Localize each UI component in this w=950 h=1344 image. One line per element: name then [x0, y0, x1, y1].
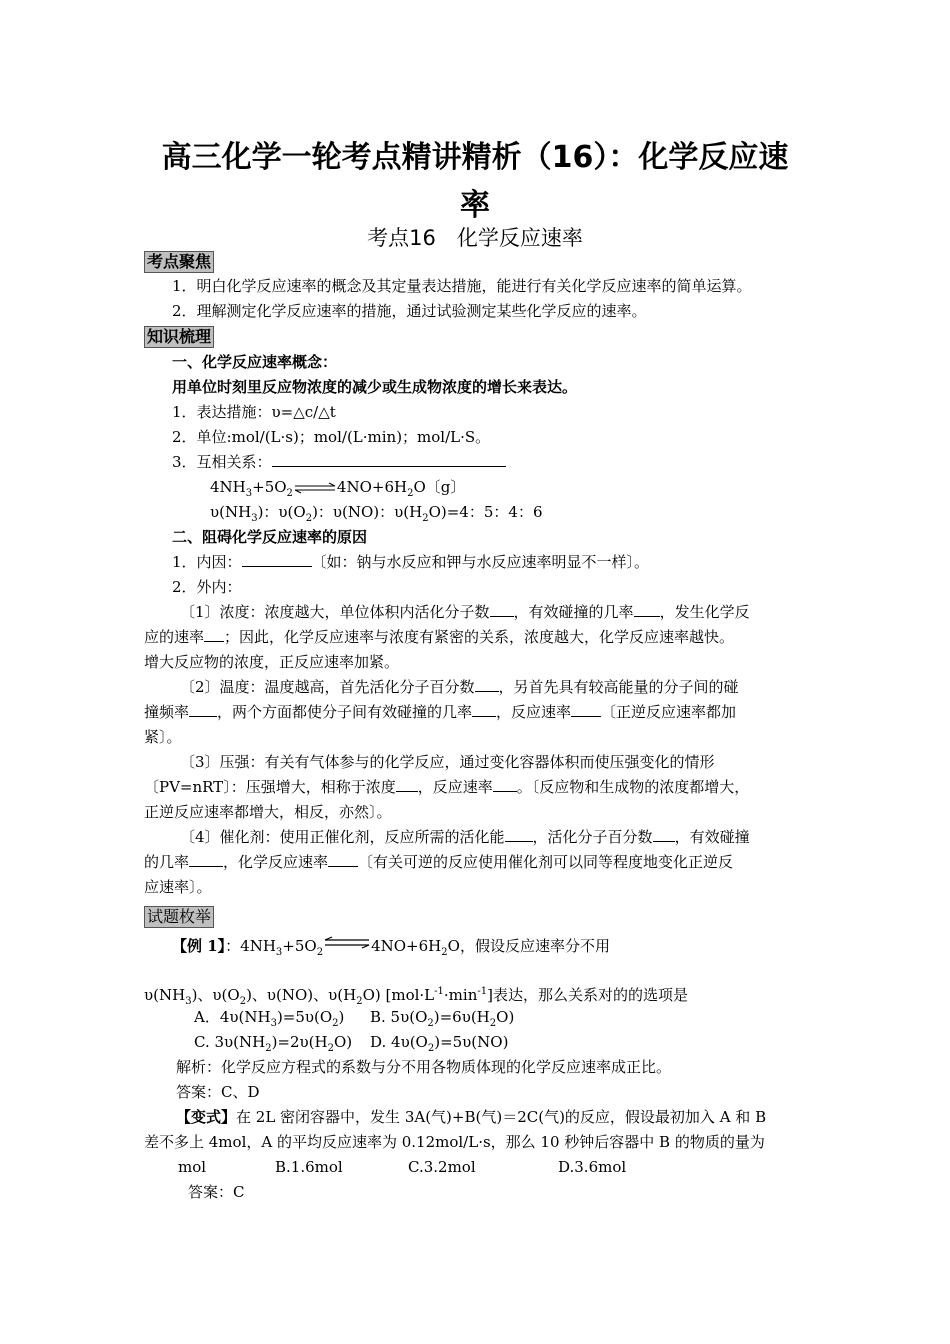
ex-eq-4: O，假设反应速率分不用 — [447, 937, 610, 955]
variant-option-a: mol — [178, 1158, 207, 1176]
ratio-part-2: )：υ(O — [257, 503, 306, 521]
rates-sub-3: 2 — [356, 996, 363, 1007]
opt-b-sub-2: 2 — [489, 1018, 497, 1029]
eq-term-1: 4NH — [210, 478, 246, 496]
relation-label: 3．互相关系： — [172, 453, 272, 471]
example-1-analysis: 解析：化学反应方程式的系数与分不用各物质体现的化学反应速率成正比。 — [176, 1058, 672, 1076]
conc-text-4: 应的速率 — [144, 628, 205, 646]
opt-c-sub-2: 2 — [327, 1043, 334, 1054]
ex-eq-sub-3: 2 — [441, 947, 448, 958]
pressure-line-2 — [144, 777, 749, 797]
conc-blank-2 — [634, 602, 660, 617]
opt-a-1: A．4υ(NH — [194, 1008, 271, 1026]
rates-6: ]表达，那么关系对的的选项是 — [487, 986, 688, 1004]
variant-option-d: D.3.6mol — [558, 1158, 627, 1176]
variant-line-1 — [176, 1107, 766, 1127]
ratio-part-3: )：υ(NO)：υ(H — [312, 503, 423, 521]
example-1-answer: 答案：C、D — [176, 1083, 260, 1101]
rates-sub-2: 2 — [239, 996, 247, 1007]
option-d — [370, 1032, 508, 1059]
pres-blank-2 — [493, 777, 517, 792]
conc-blank-3 — [204, 627, 224, 642]
pressure-line-3: 正逆反应速率都增大，相反，亦然〕。 — [144, 803, 392, 821]
eq-sub-3: 2 — [407, 488, 414, 499]
eq-term-4: O〔g〕 — [413, 478, 466, 496]
reversible-arrow-icon — [293, 482, 337, 494]
cat-blank-1 — [505, 827, 533, 842]
rates-1: υ(NH — [144, 986, 186, 1004]
cat-text-2: ，活化分子百分数 — [532, 828, 653, 846]
catalyst-line-3: 应速率〕。 — [144, 878, 212, 896]
opt-b-2: )=6υ(H — [433, 1008, 490, 1026]
opt-d-2: )=5υ(NO) — [434, 1033, 509, 1051]
opt-c-1: C. 3υ(NH — [194, 1033, 266, 1051]
rates-sup-1: -1 — [434, 986, 444, 997]
ratio-sub-2: 2 — [305, 513, 313, 524]
ratio-part-4: O)=4：5：4：6 — [428, 503, 543, 521]
variant-text-1: 在 2L 密闭容器中，发生 3A(气)+B(气)＝2C(气)的反应，假设最初加入 A 和 B — [236, 1108, 767, 1126]
temp-text-2: ，另首先具有较高能量的分子间的碰 — [498, 678, 739, 696]
cat-text-3: ，有效碰撞 — [674, 828, 750, 846]
temp-text-4: ，两个方面都使分子间有效碰撞的几率 — [217, 703, 473, 721]
rates-3: )、υ(NO)、υ(H — [246, 986, 357, 1004]
relation-line — [172, 452, 506, 472]
variant-option-b: B.1.6mol — [275, 1158, 343, 1176]
catalyst-line-1 — [180, 827, 750, 847]
ex-eq-sub-2: 2 — [316, 947, 324, 958]
internal-blank — [242, 552, 312, 567]
opt-b-1: B. 5υ(O — [370, 1008, 428, 1026]
conc-text-3: ，发生化学反 — [659, 603, 750, 621]
expression-method: 1．表达措施：υ=△c/△t — [172, 403, 336, 421]
rates-5: ·min — [443, 986, 478, 1004]
option-b — [370, 1007, 514, 1034]
conc-text-2: ，有效碰撞的几率 — [513, 603, 634, 621]
internal-label: 1．内因： — [172, 553, 242, 571]
concentration-line-3: 增大反应物的浓度，正反应速率加紧。 — [144, 653, 400, 671]
example-1-equation — [172, 936, 610, 963]
eq-term-2: +5O — [252, 478, 287, 496]
variant-answer: 答案：C — [188, 1183, 245, 1201]
temp-blank-4 — [571, 702, 601, 717]
cat-text-1: 〔4〕催化剂：使用正催化剂，反应所需的活化能 — [180, 828, 505, 846]
focus-item-2: 2．理解测定化学反应速率的措施，通过试验测定某些化学反应的速率。 — [172, 302, 647, 320]
internal-factor — [172, 552, 649, 572]
ex-eq-1: ：4NH — [225, 937, 276, 955]
reversible-arrow-icon — [323, 936, 371, 950]
page-subtitle: 考点16 化学反应速率 — [367, 226, 583, 250]
concentration-line-2 — [144, 627, 734, 647]
rates-sup-2: -1 — [477, 986, 488, 997]
pres-text-1: 〔PV=nRT〕：压强增大，相称于浓度 — [144, 778, 396, 796]
cat-text-6: 〔有关可逆的反应使用催化剂可以同等程度地变化正逆反 — [358, 853, 734, 871]
pres-text-2: ，反应速率 — [417, 778, 493, 796]
temp-text-3: 撞频率 — [144, 703, 190, 721]
page-title-line2: 率 — [460, 188, 490, 223]
rates-sub-1: 3 — [185, 996, 192, 1007]
rate-ratio — [210, 502, 543, 529]
cat-blank-2 — [653, 827, 675, 842]
opt-d-sub-1: 2 — [427, 1043, 435, 1054]
concentration-line-1 — [180, 602, 750, 622]
variant-option-c: C.3.2mol — [408, 1158, 476, 1176]
section-knowledge-heading: 知识梳理 — [144, 326, 214, 348]
temp-blank-2 — [189, 702, 217, 717]
pres-text-3: 。〔反应物和生成物的浓度都增大， — [516, 778, 750, 796]
example-1-label: 【例 1】 — [172, 937, 226, 955]
temp-text-5: ，反应速率 — [496, 703, 572, 721]
pressure-line-1: 〔3〕压强：有关有气体参与的化学反应，通过变化容器体积而使压强变化的情形 — [180, 753, 715, 771]
rate-unit: 2．单位:mol/(L·s)；mol/(L·min)；mol/L·S。 — [172, 428, 491, 446]
ex-eq-2: +5O — [282, 937, 317, 955]
temperature-line-1 — [180, 677, 739, 697]
pres-blank-1 — [396, 777, 418, 792]
opt-c-2: )=2υ(H — [271, 1033, 328, 1051]
factors-heading: 二、阻碍化学反应速率的原因 — [172, 528, 368, 546]
rates-4: O) [mol·L — [362, 986, 435, 1004]
relation-equation — [210, 477, 465, 504]
conc-blank-1 — [490, 602, 514, 617]
section-examples-heading: 试题枚举 — [144, 906, 214, 928]
opt-b-sub-1: 2 — [427, 1018, 434, 1029]
external-factor: 2．外内： — [172, 578, 242, 596]
opt-d-1: D. 4υ(O — [370, 1033, 428, 1051]
temperature-line-2 — [144, 702, 736, 722]
ex-eq-3: 4NO+6H — [371, 937, 442, 955]
concept-definition: 用单位时刻里反应物浓度的减少或生成物浓度的增长来表达。 — [172, 378, 578, 396]
opt-b-3: O) — [496, 1008, 515, 1026]
conc-text-5: ；因此，化学反应速率与浓度有紧密的关系，浓度越大，化学反应速率越快。 — [224, 628, 735, 646]
temp-blank-3 — [472, 702, 496, 717]
opt-c-3: O) — [333, 1033, 353, 1051]
ratio-sub-3: 2 — [422, 513, 429, 524]
option-c — [194, 1032, 352, 1059]
concept-heading: 一、化学反应速率概念： — [172, 353, 338, 371]
opt-a-sub-1: 3 — [270, 1018, 277, 1029]
eq-sub-2: 2 — [286, 488, 293, 499]
catalyst-line-2 — [144, 852, 733, 872]
eq-sub-1: 3 — [245, 488, 253, 499]
section-focus-heading: 考点聚焦 — [144, 251, 214, 273]
ex-eq-sub-1: 3 — [275, 947, 283, 958]
opt-a-3: ) — [338, 1008, 345, 1026]
variant-line-2: 差不多上 4mol，A 的平均反应速率为 0.12mol/L·s，那么 10 秒钟后容器中 B 的物质的量为 — [144, 1133, 765, 1151]
page-title-line1: 高三化学一轮考点精讲精析（16）：化学反应速 — [161, 140, 789, 175]
focus-item-1: 1．明白化学反应速率的概念及其定量表达措施，能进行有关化学反应速率的简单运算。 — [172, 277, 752, 295]
temperature-line-3: 紧〕。 — [144, 728, 182, 746]
cat-blank-4 — [328, 852, 358, 867]
eq-term-3: 4NO+6H — [336, 478, 408, 496]
temp-blank-1 — [475, 677, 499, 692]
cat-blank-3 — [189, 852, 223, 867]
opt-c-sub-1: 2 — [265, 1043, 272, 1054]
cat-text-4: 的几率 — [144, 853, 190, 871]
cat-text-5: ，化学反应速率 — [223, 853, 329, 871]
temp-text-1: 〔2〕温度：温度越高，首先活化分子百分数 — [180, 678, 475, 696]
temp-text-6: 〔正逆反应速率都加 — [601, 703, 737, 721]
option-a — [194, 1007, 344, 1034]
internal-note: 〔如：钠与水反应和钾与水反应速率明显不一样〕。 — [311, 553, 650, 571]
relation-blank — [272, 452, 506, 467]
variant-label: 【变式】 — [176, 1108, 237, 1126]
ratio-part-1: υ(NH — [210, 503, 252, 521]
ratio-sub-1: 3 — [251, 513, 258, 524]
opt-a-2: )=5υ(O — [276, 1008, 333, 1026]
rates-2: )、υ(O — [191, 986, 240, 1004]
conc-text-1: 〔1〕浓度：浓度越大，单位体积内活化分子数 — [180, 603, 490, 621]
opt-a-sub-2: 2 — [332, 1018, 339, 1029]
